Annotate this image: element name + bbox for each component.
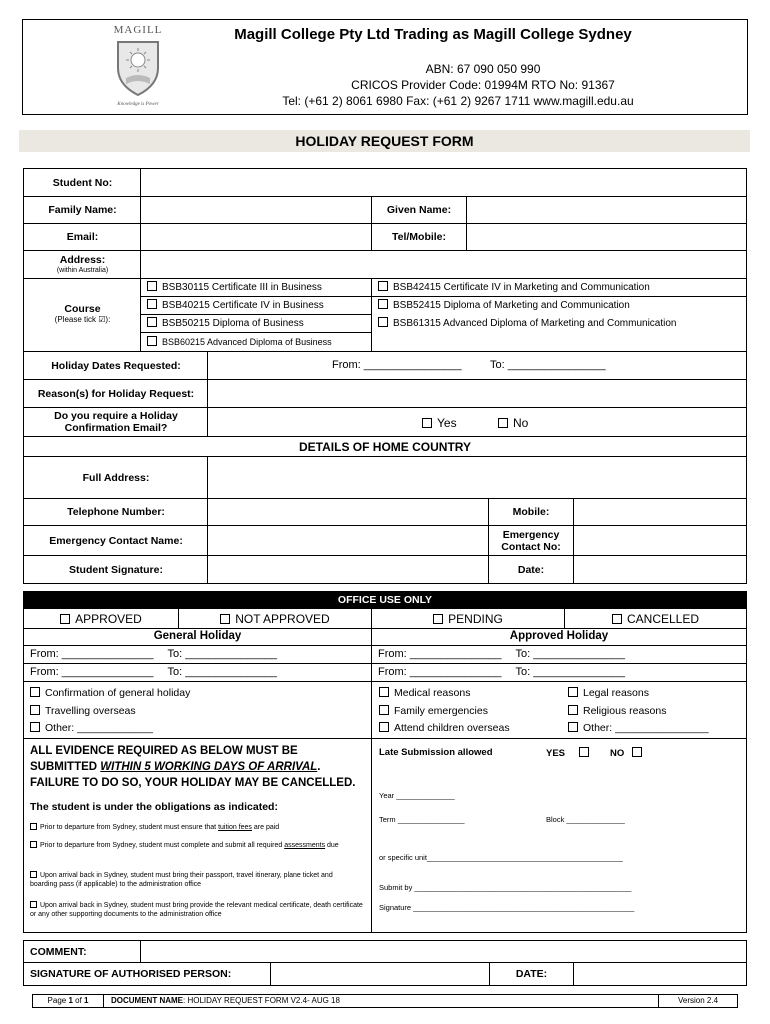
comment-field[interactable] (141, 941, 746, 962)
logo (105, 24, 171, 112)
divider (372, 738, 746, 739)
obligation-4: Upon arrival back in Sydney, student must bring provide the relevant medical certificate, death certificate or any other supporting documents to the administration office (30, 902, 363, 918)
approved-dates-row-1[interactable]: From: _______________ To: _______________ (372, 646, 746, 664)
student-no-field[interactable] (141, 169, 746, 196)
holiday-dates-label: Holiday Dates Requested: (51, 359, 181, 372)
checkbox-icon[interactable] (378, 299, 388, 309)
late-submission-label: Late Submission allowed (379, 747, 493, 758)
abn: ABN: 67 090 050 990 (425, 62, 541, 76)
check-item[interactable]: Other: _____________ (30, 720, 190, 738)
checkbox-icon[interactable] (220, 614, 230, 624)
version: Version 2.4 (677, 996, 719, 1005)
checkbox-icon[interactable] (632, 747, 642, 757)
evidence-line: ALL EVIDENCE REQUIRED AS BELOW MUST BE (30, 745, 298, 757)
checkbox-icon[interactable] (30, 901, 37, 908)
checkbox-icon[interactable] (612, 614, 622, 624)
reasons-field[interactable] (208, 380, 746, 407)
address-label-cell (24, 251, 141, 278)
row-holiday-dates (23, 351, 747, 380)
comment-label: COMMENT: (30, 945, 87, 958)
checkbox-icon[interactable] (433, 614, 443, 624)
checkbox-icon[interactable] (579, 747, 589, 757)
student-no-label: Student No: (52, 176, 113, 189)
full-address-field[interactable] (208, 457, 746, 498)
office-use-section (23, 591, 747, 933)
header-box (22, 19, 748, 115)
obligation-1: Prior to departure from Sydney, student must ensure that tuition fees are paid (30, 823, 368, 832)
status-row (24, 609, 746, 629)
student-table (23, 168, 747, 437)
confirm-no[interactable]: No (498, 416, 528, 436)
approved-reason-checks-a (379, 685, 510, 738)
document-name: DOCUMENT NAME: HOLIDAY REQUEST FORM V2.4- AUG 18 (111, 996, 340, 1005)
email-label: Email: (66, 231, 99, 243)
row-names (23, 196, 747, 224)
telephone-field[interactable] (208, 499, 488, 525)
approved-reason-checks-b (568, 685, 709, 738)
course-note: (Please tick ☑): (54, 315, 111, 324)
shield-icon (114, 38, 162, 98)
course-option[interactable]: BSB50215 Diploma of Business (141, 315, 371, 333)
address-field[interactable] (141, 251, 746, 278)
evidence-line: SUBMITTED WITHIN 5 WORKING DAYS OF ARRIVAL. (30, 761, 321, 773)
checkbox-icon[interactable] (147, 299, 157, 309)
footer (32, 994, 738, 1008)
address-note: (within Australia) (56, 267, 109, 274)
checkbox-icon[interactable] (60, 614, 70, 624)
college-title: Magill College Pty Ltd Trading as Magill College Sydney (234, 26, 632, 43)
obligations-heading: The student is under the obligations as indicated: (30, 801, 278, 813)
status-approved[interactable]: APPROVED (24, 609, 178, 628)
logo-text: MAGILL (113, 24, 163, 36)
checkbox-icon[interactable] (378, 281, 388, 291)
reasons-label: Reason(s) for Holiday Request: (37, 387, 195, 400)
check-item[interactable]: Confirmation of general holiday (30, 685, 190, 703)
mobile-field[interactable] (574, 499, 746, 525)
course-option[interactable]: BSB40215 Certificate IV in Business (141, 297, 371, 315)
course-label-cell (24, 279, 141, 351)
holiday-from[interactable]: From: ________________ (332, 359, 462, 371)
confirm-yes[interactable]: Yes (422, 416, 457, 436)
course-option[interactable]: BSB60215 Advanced Diploma of Business (141, 333, 371, 351)
check-item[interactable]: Legal reasons (568, 685, 709, 703)
row-reasons (23, 379, 747, 408)
courses-left (141, 279, 371, 351)
date-label: Date: (517, 563, 545, 576)
status-cancelled[interactable]: CANCELLED (565, 609, 746, 628)
row-signature (23, 555, 747, 584)
given-name-field[interactable] (467, 197, 746, 223)
family-name-label: Family Name: (48, 204, 117, 216)
term-field[interactable]: Term ________________ (379, 815, 465, 824)
student-signature-label: Student Signature: (69, 563, 163, 576)
approved-dates-row-2[interactable]: From: _______________ To: _______________ (372, 664, 746, 682)
course-option[interactable]: BSB52415 Diploma of Marketing and Communication (372, 297, 747, 315)
check-item[interactable]: Religious reasons (568, 703, 709, 721)
course-option[interactable]: BSB30115 Certificate III in Business (141, 279, 371, 297)
row-telephone (23, 498, 747, 526)
submit-by-field[interactable]: Submit by ____________________________________________________ (379, 883, 632, 892)
row-email (23, 223, 747, 251)
row-full-address (23, 456, 747, 499)
tel-mobile-field[interactable] (467, 224, 746, 250)
email-field[interactable] (141, 224, 371, 250)
checkbox-icon[interactable] (379, 722, 389, 732)
auth-date-label: DATE: (515, 968, 548, 980)
home-country-table (23, 436, 747, 584)
emergency-name-label: Emergency Contact Name: (49, 534, 183, 547)
checkbox-icon[interactable] (147, 281, 157, 291)
checkbox-icon[interactable] (498, 418, 508, 428)
late-yes[interactable]: YES (546, 747, 594, 759)
checkbox-icon[interactable] (568, 705, 578, 715)
obligation-3: Upon arrival back in Sydney, student must bring their passport, travel itinerary, plane ticket and boarding pass (if applicable) to the administration office (30, 872, 333, 888)
emergency-no-field[interactable] (574, 526, 746, 555)
telephone-label: Telephone Number: (67, 506, 165, 518)
address-label: Address: (59, 254, 106, 266)
full-address-label: Full Address: (82, 471, 150, 484)
course-option[interactable]: BSB61315 Advanced Diploma of Marketing and Communication (372, 315, 747, 333)
logo-motto: Knowledge is Power (117, 102, 159, 107)
emergency-name-field[interactable] (208, 526, 488, 555)
check-item[interactable]: Other: ________________ (568, 720, 709, 738)
general-holiday-heading: General Holiday (24, 629, 371, 646)
checkbox-icon[interactable] (379, 705, 389, 715)
block-field[interactable]: Block ______________ (546, 815, 625, 824)
page-number: Page 1 of 1 (47, 996, 89, 1005)
student-signature-field[interactable] (208, 556, 488, 583)
check-item[interactable]: Family emergencies (379, 703, 510, 721)
approved-holiday-heading: Approved Holiday (372, 629, 746, 646)
status-pending[interactable]: PENDING (372, 609, 564, 628)
general-dates-row-2[interactable]: From: _______________ To: _______________ (24, 664, 371, 682)
tel-mobile-label: Tel/Mobile: (391, 231, 447, 243)
row-student-no (23, 168, 747, 197)
row-comment (23, 940, 747, 963)
checkbox-icon[interactable] (147, 317, 157, 327)
contact-line: Tel: (+61 2) 8061 6980 Fax: (+61 2) 9267 1711 www.magill.edu.au (282, 94, 634, 108)
checkbox-icon[interactable] (30, 823, 37, 830)
row-address (23, 250, 747, 279)
late-no[interactable]: NO (610, 747, 647, 759)
checkbox-icon[interactable] (378, 317, 388, 327)
check-item[interactable]: Medical reasons (379, 685, 510, 703)
courses-right (372, 279, 746, 351)
specific-unit-field[interactable]: or specific unit_______________________________________________ (379, 853, 623, 862)
evidence-notice (30, 743, 368, 791)
form-title: HOLIDAY REQUEST FORM (295, 133, 474, 149)
authorisation-table (23, 940, 747, 986)
given-name-label: Given Name: (386, 204, 452, 216)
home-section-title: DETAILS OF HOME COUNTRY (299, 440, 471, 454)
general-dates-row-1[interactable]: From: _______________ To: _______________ (24, 646, 371, 664)
checkbox-icon[interactable] (30, 687, 40, 697)
checkbox-icon[interactable] (147, 336, 157, 346)
office-title: OFFICE USE ONLY (24, 592, 746, 609)
mobile-label: Mobile: (512, 506, 550, 518)
checkbox-icon[interactable] (379, 687, 389, 697)
check-item[interactable]: Attend children overseas (379, 720, 510, 738)
course-label: Course (64, 303, 101, 315)
checkbox-icon[interactable] (30, 871, 37, 878)
home-header-row (23, 436, 747, 457)
emergency-no-label: Emergency Contact No: (501, 528, 561, 553)
date-field[interactable] (574, 556, 746, 583)
general-reason-checks (30, 685, 190, 738)
row-course (23, 278, 747, 352)
status-not-approved[interactable]: NOT APPROVED (179, 609, 371, 628)
auth-signature-field[interactable] (271, 963, 489, 985)
holiday-to[interactable]: To: ________________ (490, 359, 606, 371)
checkbox-icon[interactable] (422, 418, 432, 428)
checkbox-icon[interactable] (30, 841, 37, 848)
form-title-bar (19, 130, 750, 152)
row-confirmation (23, 407, 747, 437)
confirm-question: Do you require a Holiday Confirmation Email? (54, 410, 178, 434)
obligation-2: Prior to departure from Sydney, student must complete and submit all required assessments due (30, 841, 350, 850)
evidence-line: FAILURE TO DO SO, YOUR HOLIDAY MAY BE CANCELLED. (30, 777, 356, 789)
divider (24, 738, 371, 739)
checkbox-icon[interactable] (568, 722, 578, 732)
cricos: CRICOS Provider Code: 01994M RTO No: 91367 (351, 78, 615, 92)
course-option[interactable]: BSB42415 Certificate IV in Marketing and Communication (372, 279, 747, 297)
auth-signature-label: SIGNATURE OF AUTHORISED PERSON: (30, 968, 232, 980)
checkbox-icon[interactable] (30, 722, 40, 732)
auth-date-field[interactable] (574, 963, 746, 985)
checkbox-icon[interactable] (30, 705, 40, 715)
signature-field[interactable]: Signature _____________________________________________________ (379, 903, 635, 912)
row-emergency (23, 525, 747, 556)
family-name-field[interactable] (141, 197, 371, 223)
check-item[interactable]: Travelling overseas (30, 703, 190, 721)
year-field[interactable]: Year ______________ (379, 791, 455, 800)
row-auth-signature (23, 962, 747, 986)
checkbox-icon[interactable] (568, 687, 578, 697)
